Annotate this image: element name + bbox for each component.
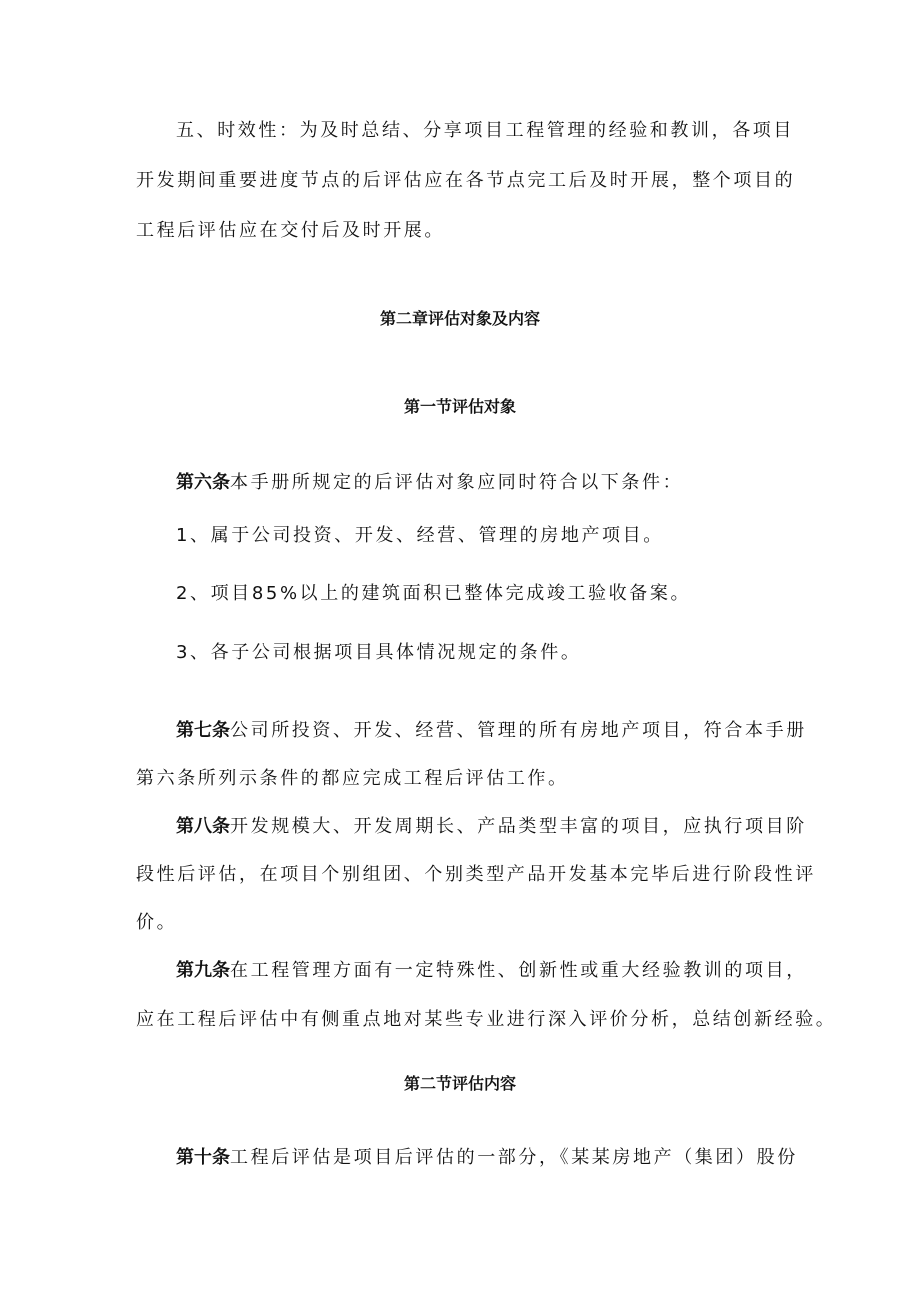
article-6-label: 第六条 [176, 472, 230, 493]
article-10-line1 [176, 1145, 798, 1171]
article-8-line2: 段性后评估，在项目个别组团、个别类型产品开发基本完毕后进行阶段性评 [136, 864, 816, 885]
article-10-label: 第十条 [176, 1147, 230, 1168]
article-6-text: 本手册所规定的后评估对象应同时符合以下条件： [230, 472, 684, 493]
para5-line1: 五、时效性：为及时总结、分享项目工程管理的经验和教训，各项目 [176, 120, 794, 141]
article-8-line1 [176, 814, 807, 840]
article-7-label: 第七条 [176, 720, 230, 741]
chapter-title: 第二章评估对象及内容 [379, 309, 540, 328]
article-6 [176, 470, 683, 496]
article-7-line1 [176, 718, 807, 744]
article-7-text: 公司所投资、开发、经营、管理的所有房地产项目，符合本手册 [230, 720, 807, 741]
article-9-line2: 应在工程后评估中有侧重点地对某些专业进行深入评价分析，总结创新经验。 [136, 1009, 837, 1030]
article-9-label: 第九条 [176, 960, 230, 981]
article-9-line1 [176, 958, 807, 984]
section-title-evaluation-objects: 第一节评估对象 [403, 397, 516, 416]
condition-3: 3、各子公司根据项目具体情况规定的条件。 [176, 642, 582, 663]
para5-line2: 开发期间重要进度节点的后评估应在各节点完工后及时开展，整个项目的 [136, 170, 796, 191]
para5-line3: 工程后评估应在交付后及时开展。 [136, 220, 445, 241]
condition-1: 1、属于公司投资、开发、经营、管理的房地产项目。 [176, 525, 664, 546]
condition-2: 2、项目85%以上的建筑面积已整体完成竣工验收备案。 [176, 583, 692, 604]
article-8-label: 第八条 [176, 816, 230, 837]
article-8-text: 开发规模大、开发周期长、产品类型丰富的项目，应执行项目阶 [230, 816, 807, 837]
article-8-line3: 价。 [136, 912, 178, 933]
section-title-evaluation-content: 第二节评估内容 [403, 1074, 516, 1093]
article-7-line2: 第六条所列示条件的都应完成工程后评估工作。 [136, 768, 569, 789]
article-9-text: 在工程管理方面有一定特殊性、创新性或重大经验教训的项目， [230, 960, 807, 981]
article-10-text: 工程后评估是项目后评估的一部分，《某某房地产（集团）股份 [230, 1147, 798, 1168]
